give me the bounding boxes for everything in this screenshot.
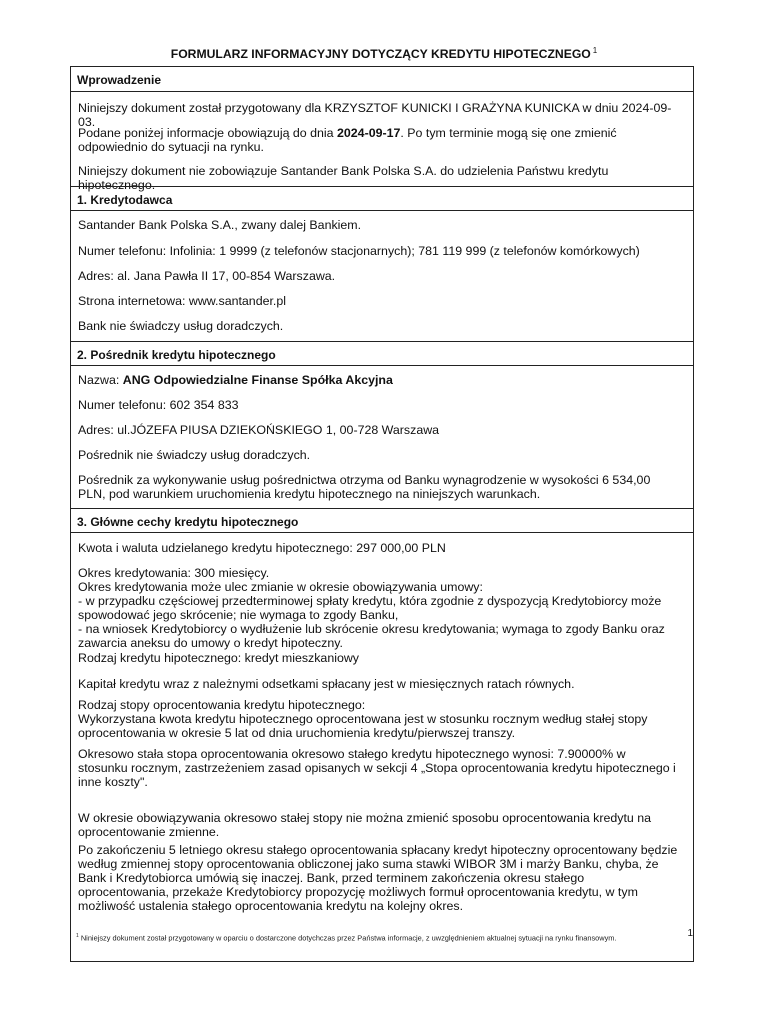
lender-name: Santander Bank Polska S.A., zwany dalej Bankiem. xyxy=(78,218,362,232)
validity-date: 2024-09-17 xyxy=(337,126,401,140)
intermediary-address: Adres: ul.JÓZEFA PIUSA DZIEKOŃSKIEGO 1, 00-728 Warszawa xyxy=(78,423,440,437)
loan-term-line-4: - na wniosek Kredytobiorcy o wydłużenie lub skrócenie okresu kredytowania; wymaga to zgody Banku oraz zawarcia aneksu do umowy o kredyt hipoteczny. xyxy=(78,622,665,650)
loan-term-line-1: Okres kredytowania: 300 miesięcy. xyxy=(78,566,270,580)
footnote-mark: 1 xyxy=(76,933,79,939)
intro-p2-suffix: . Po tym terminie mogą się one zmienić odpowiednio do sytuacji na rynku. xyxy=(78,126,617,154)
intro-paragraph-3: Niniejszy dokument nie zobowiązuje Santander Bank Polska S.A. do udzielenia Państwu kredytu hipotecznego. xyxy=(78,164,609,192)
page-number: 1 xyxy=(687,928,693,939)
title-text: FORMULARZ INFORMACYJNY DOTYCZĄCY KREDYTU HIPOTECZNEGO xyxy=(170,47,591,61)
intermediary-name-label: Nazwa: xyxy=(78,373,123,387)
lender-advisory: Bank nie świadczy usług doradczych. xyxy=(78,319,284,333)
loan-term-line-3: - w przypadku częściowej przedterminowej spłaty kredytu, która zgodnie z dyspozycją Kredytobiorcy może spowodować jego skrócenie; nie wymaga to zgody Banku, xyxy=(78,594,662,622)
document-title xyxy=(0,44,768,61)
intermediary-name-value: ANG Odpowiedzialne Finanse Spółka Akcyjna xyxy=(122,373,393,387)
loan-amount: Kwota i waluta udzielanego kredytu hipotecznego: 297 000,00 PLN xyxy=(78,541,446,555)
section-header-lender: 1. Kredytodawca xyxy=(71,186,693,211)
intermediary-advisory: Pośrednik nie świadczy usług doradczych. xyxy=(78,448,311,462)
post-fixed-period-rate: Po zakończeniu 5 letniego okresu stałego oprocentowania spłacany kredyt hipoteczny oprocentowany będzie według zmiennej stopy oprocentowania obliczonej jako suma stawki WIBOR 3M i marży Banku, chyba, że Bank i Kredytobiorca umówią się inaczej. Bank, przed terminem zakończenia okresu stałego oprocentowania, przekaże Kredytobiorcy propozycję możliwych formuł oprocentowania kredytu, w tym możliwość ustalenia stałego oprocentowania kredytu na kolejny okres. xyxy=(78,843,678,913)
title-footnote-mark: 1 xyxy=(592,46,598,55)
loan-type: Rodzaj kredytu hipotecznego: kredyt mieszkaniowy xyxy=(78,651,359,665)
footnote-text: Niniejszy dokument został przygotowany w oparciu o dostarczone dotychczas przez Państwa informacje, z uwzględnieniem aktualnej sytuacji na rynku finansowym. xyxy=(80,933,617,943)
section-header-intro: Wprowadzenie xyxy=(71,67,693,92)
rate-type-description: Wykorzystana kwota kredytu hipotecznego oprocentowana jest w stosunku rocznym według stałej stopy oprocentowania w okresie 5 lat od dnia uruchomienia kredytu/pierwszej transzy. xyxy=(78,712,648,740)
intermediary-fee: Pośrednik za wykonywanie usług pośrednictwa otrzyma od Banku wynagrodzenie w wysokości 6 534,00 PLN, pod warunkiem uruchomienia kredytu hipotecznego na niniejszych warunkach. xyxy=(78,473,651,501)
intermediary-name xyxy=(78,373,678,387)
lender-phone: Numer telefonu: Infolinia: 1 9999 (z telefonów stacjonarnych); 781 119 999 (z telefonów komórkowych) xyxy=(78,244,640,258)
intro-p2-prefix: Podane poniżej informacje obowiązują do dnia xyxy=(78,126,337,140)
loan-term-line-2: Okres kredytowania może ulec zmianie w okresie obowiązywania umowy: xyxy=(78,580,483,594)
intro-paragraph-2 xyxy=(78,126,678,154)
repayment-mode: Kapitał kredytu wraz z należnymi odsetkami spłacany jest w miesięcznych ratach równych. xyxy=(78,677,575,691)
section-header-intermediary: 2. Pośrednik kredytu hipotecznego xyxy=(71,341,693,366)
intro-paragraph-1: Niniejszy dokument został przygotowany dla KRZYSZTOF KUNICKI I GRAŻYNA KUNICKA w dniu 2024-09-03. xyxy=(78,101,672,129)
fixed-rate-restriction: W okresie obowiązywania okresowo stałej stopy nie można zmienić sposobu oprocentowania kredytu na oprocentowanie zmienne. xyxy=(78,811,652,839)
footnote xyxy=(76,929,617,945)
lender-website: Strona internetowa: www.santander.pl xyxy=(78,294,287,308)
section-header-main-features: 3. Główne cechy kredytu hipotecznego xyxy=(71,508,693,533)
lender-address: Adres: al. Jana Pawła II 17, 00-854 Warszawa. xyxy=(78,269,336,283)
rate-type-label: Rodzaj stopy oprocentowania kredytu hipotecznego: xyxy=(78,698,366,712)
form-frame xyxy=(70,66,694,962)
intermediary-phone: Numer telefonu: 602 354 833 xyxy=(78,398,239,412)
fixed-rate-value: Okresowo stała stopa oprocentowania okresowo stałego kredytu hipotecznego wynosi: 7.90000% w stosunku rocznym, zastrzeżeniem zasad opisanych w sekcji 4 „Stopa oprocentowania kredytu hipotecznego i inne koszty". xyxy=(78,747,676,789)
